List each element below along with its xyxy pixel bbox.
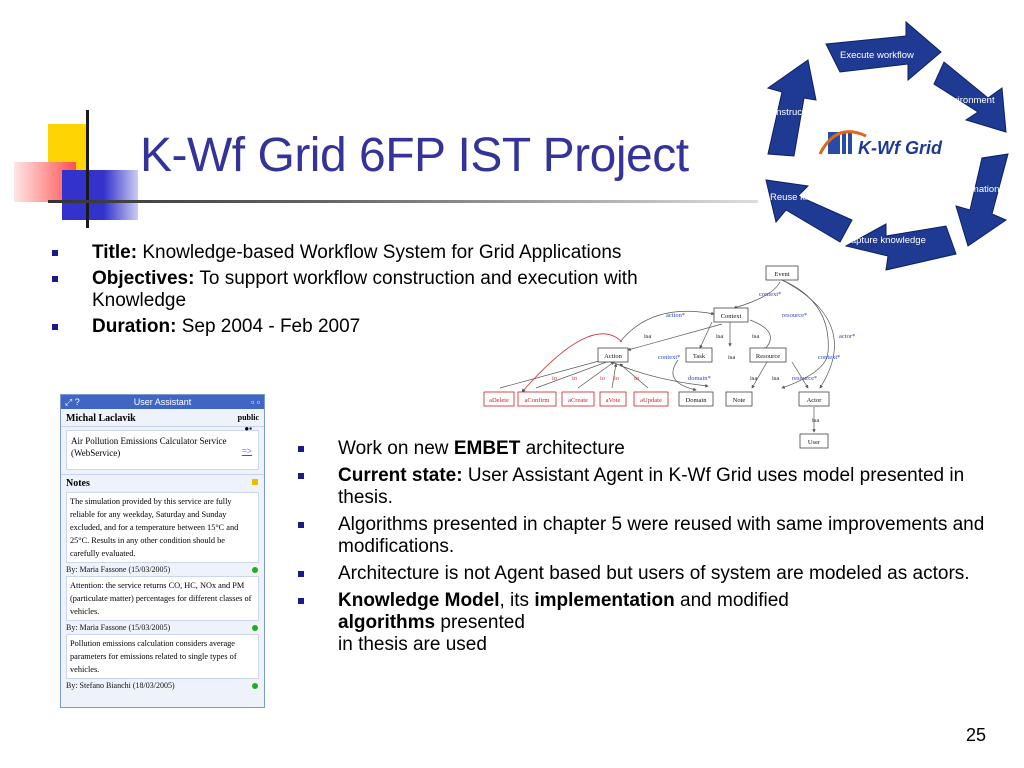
bullet-icon <box>52 250 58 256</box>
cycle-arrow-analyze <box>956 154 1008 246</box>
list-item <box>298 514 998 558</box>
edge-label: resource* <box>792 375 818 382</box>
bullet-icon <box>298 571 304 577</box>
edge-label: isa <box>812 417 820 424</box>
bullet-text: Work on new <box>338 438 454 459</box>
list-item <box>52 242 652 264</box>
edge-label: context* <box>759 291 782 298</box>
node-user: User <box>807 439 821 446</box>
visibility-label: public <box>237 413 259 422</box>
bullet-text: architecture <box>520 438 625 459</box>
status-dot-icon <box>252 567 258 573</box>
bullet-icon <box>298 473 304 479</box>
user-name <box>61 409 264 427</box>
note-icon[interactable] <box>252 479 258 485</box>
cycle-step-label: Analyze information <box>916 184 1000 195</box>
bullet-label: Duration: <box>92 316 177 337</box>
edge-label: io <box>552 375 558 382</box>
note-text: Attention: the service returns CO, HC, NOx and PM (particulate matter) percentages for different classes of vehicles. <box>66 576 259 621</box>
note-author <box>61 679 264 692</box>
edge-label: io <box>634 375 640 382</box>
node-note: Note <box>732 397 746 404</box>
node-context: Context <box>720 313 742 320</box>
title-underline <box>48 200 758 203</box>
cycle-step-label: Execute workflow <box>840 50 914 61</box>
cycle-step-label: Capture knowledge <box>844 235 926 246</box>
bullet-icon <box>298 446 304 452</box>
page-number: 25 <box>966 725 987 745</box>
edge-label: action* <box>666 312 686 319</box>
node-actor: Actor <box>806 397 822 404</box>
edge-label: io <box>572 375 578 382</box>
note-author-text: By: Maria Fassone (15/03/2005) <box>66 565 171 574</box>
decor-vertical-line <box>86 110 89 228</box>
note-author <box>61 621 264 634</box>
note-author <box>61 563 264 576</box>
bullet-icon <box>298 598 304 604</box>
bullet-label: Objectives: <box>92 268 195 289</box>
bullet-text: User Assistant Agent in K-Wf Grid uses model presented in thesis. <box>338 465 965 508</box>
bullet-text: To support workflow construction and execution with Knowledge <box>92 268 638 311</box>
edge-label: context* <box>658 354 681 361</box>
node-adelete: aDelete <box>489 397 509 404</box>
cycle-step-label: Monitor environment <box>908 95 995 106</box>
edge-label: isa <box>644 333 652 340</box>
edge-label: isa <box>752 333 760 340</box>
results-list <box>298 438 998 661</box>
service-box <box>66 424 259 470</box>
edge-label: resource* <box>782 312 808 319</box>
panel-header-icons[interactable]: ⤢ ? <box>65 397 80 407</box>
edge-label: isa <box>750 375 758 382</box>
cycle-step-label: Reuse knowledge <box>770 192 846 203</box>
edge-label: context* <box>818 354 841 361</box>
status-dot-icon <box>252 625 258 631</box>
bullet-bold: EMBET <box>453 438 521 459</box>
bullet-text: , its <box>499 590 535 611</box>
bullet-icon <box>52 324 58 330</box>
list-item <box>298 438 998 460</box>
note-text: Pollution emissions calculation considers average parameters for emissions related to single types of vehicles. <box>66 634 259 679</box>
bullet-text: Sep 2004 - Feb 2007 <box>176 316 361 337</box>
decor-blue-square <box>62 170 138 220</box>
node-task: Task <box>692 353 706 360</box>
node-avote: aVote <box>605 397 621 404</box>
bullet-bold: Knowledge Model <box>338 590 500 611</box>
bullet-bold: implementation <box>534 590 675 611</box>
node-resource: Resource <box>755 353 781 360</box>
edge-label: io <box>600 375 606 382</box>
edge-label: actor* <box>839 333 856 340</box>
bullet-bold: Current state: <box>338 465 463 486</box>
list-item <box>298 590 998 656</box>
note-author-text: By: Stefano Bianchi (18/03/2005) <box>66 681 175 690</box>
panel-title: User Assistant <box>133 397 192 407</box>
edge-label: isa <box>772 375 780 382</box>
service-status-icon: ●▪ <box>244 424 252 433</box>
notes-label: Notes <box>66 478 90 489</box>
panel-header <box>61 395 264 409</box>
service-name: Air Pollution Emissions Calculator Service (WebService) <box>71 436 227 458</box>
bullet-label: Title: <box>92 242 138 263</box>
note-author-text: By: Maria Fassone (15/03/2005) <box>66 623 171 632</box>
bullet-text: Architecture is not Agent based but users of system are modeled as actors. <box>338 563 970 584</box>
node-aupdate: aUpdate <box>640 397 662 404</box>
notes-header <box>61 474 264 492</box>
bullet-text: and modified <box>674 590 789 611</box>
bullet-icon <box>298 522 304 528</box>
edge-label: io <box>614 375 620 382</box>
panel-window-icons[interactable]: ▫ ▫ <box>251 397 260 407</box>
cycle-step-label: Construct workflow <box>764 107 845 118</box>
bullet-text: Knowledge-based Workflow System for Grid Applications <box>137 242 622 263</box>
bullet-bold: algorithms <box>338 612 436 633</box>
kwf-logo <box>820 132 943 158</box>
knowledge-model-diagram <box>482 262 872 452</box>
note-text: The simulation provided by this service are fully reliable for any weekday, Saturday and Sunday excluded, and for a temperature between 15°C and 25°C. Results in any other condition should be carefully evaluated. <box>66 492 259 563</box>
user-assistant-panel <box>60 394 265 708</box>
edge-label: isa <box>716 333 724 340</box>
slide-title: K-Wf Grid 6FP IST Project <box>140 129 689 182</box>
node-acreate: aCreate <box>568 397 588 404</box>
kwf-logo-text: K-Wf Grid <box>858 138 942 158</box>
node-aconfirm: aConfirm <box>524 397 550 404</box>
bullet-text: presented <box>435 612 525 633</box>
list-item <box>298 563 998 585</box>
node-domain: Domain <box>685 397 707 404</box>
user-name-text: Michal Laclavik <box>66 413 136 424</box>
cycle-arrow-reuse <box>766 180 852 242</box>
bullet-text: Algorithms presented in chapter 5 were reused with same improvements and modifications. <box>338 514 985 557</box>
bullet-text: in thesis are used <box>338 634 487 655</box>
kwf-cycle-graphic <box>756 14 1024 276</box>
service-open-link[interactable]: => <box>241 446 252 456</box>
node-action: Action <box>604 353 622 360</box>
edge-label: isa <box>728 354 736 361</box>
list-item <box>298 465 998 509</box>
bullet-icon <box>52 276 58 282</box>
status-dot-icon <box>252 683 258 689</box>
node-event: Event <box>774 271 790 278</box>
edge-label: domain* <box>688 375 711 382</box>
